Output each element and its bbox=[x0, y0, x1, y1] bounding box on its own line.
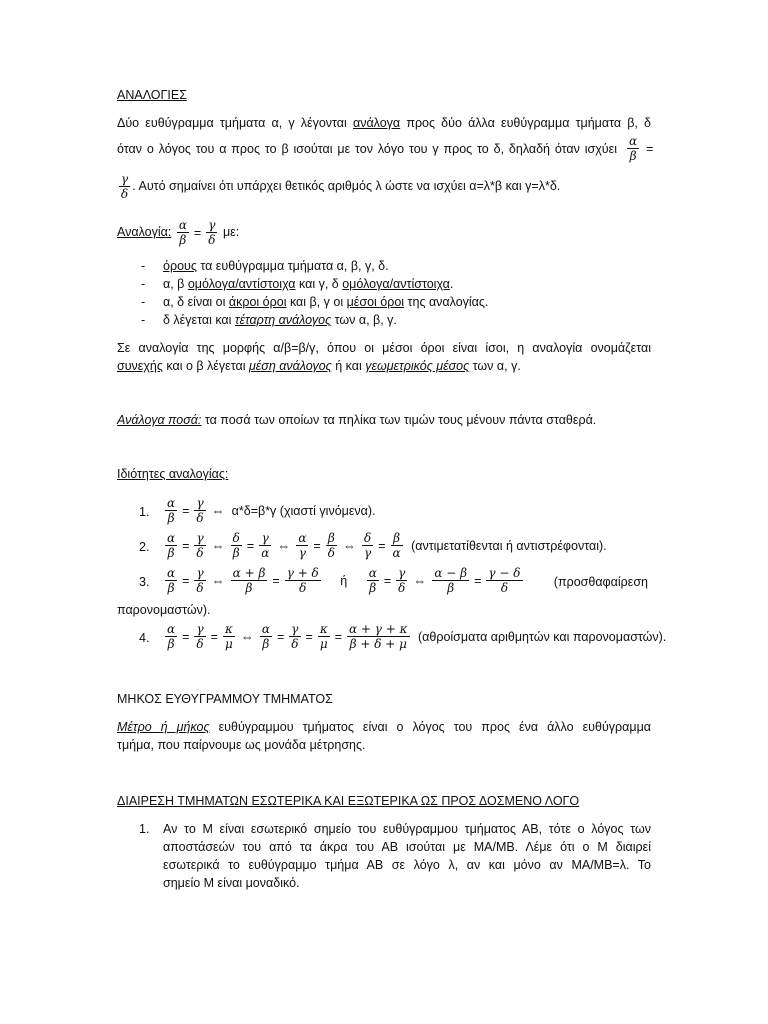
bullet-item: α, δ είναι οι άκροι όροι και β, γ οι μέσοι όροι της αναλογίας. bbox=[163, 295, 489, 309]
item-number: 2. bbox=[139, 540, 150, 554]
paragraph-line-3 bbox=[117, 172, 560, 201]
iff-arrow-icon: ⇔ bbox=[277, 538, 291, 553]
length-definition-line-1: Μέτρο ή μήκος ευθύγραμμου τμήματος είναι ο λόγος του προς ένα άλλο ευθύγραμμα bbox=[117, 720, 652, 734]
fraction-g-d: $\frac{\gamma}{\delta}$ bbox=[121, 172, 129, 201]
bullet-dash: - bbox=[141, 295, 146, 309]
text: όταν ο λόγος του α προς το β ισούται με τον λόγο του γ προς το δ, δηλαδή όταν ισχύει bbox=[117, 142, 617, 156]
iff-arrow-icon: ⇔ bbox=[240, 629, 254, 644]
division-line-2: αποστάσεών του από τα άκρα του ΑΒ ισούται με ΜΑ/ΜΒ. Λέμε ότι ο Μ διαιρεί bbox=[163, 840, 651, 854]
analogia-definition: Αναλογία: $\frac{\alpha}{\beta}$ = $\frac{\gamma}{\delta}$ με: bbox=[117, 218, 240, 247]
length-term: Μέτρο ή μήκος bbox=[117, 720, 210, 734]
analogia-label: Αναλογία: bbox=[117, 224, 172, 239]
proportional-quantities: Ανάλογα ποσά: τα ποσά των οποίων τα πηλίκα των τιμών τους μένουν πάντα σταθερά. bbox=[117, 413, 597, 427]
property-2: $\frac{\alpha}{\beta}$ = $\frac{\gamma}{\delta}$ ⇔ $\frac{\delta}{\beta}$ = $\frac{\gamma}{\alpha}$ ⇔ $\frac{\alpha}{\gamma}$ = $\frac{\beta}{\delta}$ ⇔ $\frac{\delta}{\gamma}$ = $\frac{\beta}{\alpha}$ (αντιμετατίθενται ή αντιστρέφονται). bbox=[167, 531, 607, 560]
heading-division: ΔΙΑΙΡΕΣΗ ΤΜΗΜΑΤΩΝ ΕΣΩΤΕΡΙΚΑ ΚΑΙ ΕΞΩΤΕΡΙΚΑ ΩΣ ΠΡΟΣ ΔΟΣΜΕΝΟ ΛΟΓΟ bbox=[117, 794, 580, 808]
text: με: bbox=[222, 224, 240, 239]
proportional-quantities-label: Ανάλογα ποσά: bbox=[117, 413, 202, 427]
fraction-a-b: $\frac{\alpha}{\beta}$ bbox=[629, 134, 638, 163]
heading-properties: Ιδιότητες αναλογίας: bbox=[117, 467, 229, 481]
item-number: 1. bbox=[139, 822, 150, 836]
heading-analogies: ΑΝΑΛΟΓΙΕΣ bbox=[117, 88, 187, 102]
text: . Αυτό σημαίνει ότι υπάρχει θετικός αριθμός λ ώστε να ισχύει α=λ*β και γ=λ*δ. bbox=[132, 178, 561, 193]
property-3: $\frac{\alpha}{\beta}$ = $\frac{\gamma}{\delta}$ ⇔ $\frac{\alpha + \beta}{\beta}$ = $\frac{\gamma + \delta}{\delta}$ ή $\frac{\alpha}{\beta}$ = $\frac{\gamma}{\delta}$ ⇔ $\frac{\alpha - \beta}{\beta}$ = $\frac{\gamma - \delta}{\delta}$ (προσθαφαίρεση bbox=[167, 566, 648, 595]
item-number: 4. bbox=[139, 631, 150, 645]
bullet-dash: - bbox=[141, 313, 146, 327]
iff-arrow-icon: ⇔ bbox=[342, 538, 356, 553]
iff-arrow-icon: ⇔ bbox=[211, 503, 225, 518]
bullet-item: α, β ομόλογα/αντίστοιχα και γ, δ ομόλογα/αντίστοιχα. bbox=[163, 277, 454, 291]
property-3-continued: παρονομαστών). bbox=[117, 603, 211, 617]
equals-sign: = bbox=[646, 142, 654, 156]
heading-segment-length: ΜΗΚΟΣ ΕΥΘΥΓΡΑΜΜΟΥ ΤΜΗΜΑΤΟΣ bbox=[117, 692, 333, 706]
iff-arrow-icon: ⇔ bbox=[211, 573, 225, 588]
division-line-3: εσωτερικά το ευθύγραμμο τμήμα ΑΒ σε λόγο λ, αν και μόνο αν ΜΑ/ΜΒ=λ. Το bbox=[163, 858, 651, 872]
iff-arrow-icon: ⇔ bbox=[211, 538, 225, 553]
item-number: 1. bbox=[139, 505, 150, 519]
term-analoga: ανάλογα bbox=[352, 116, 401, 130]
bullet-item: όρους τα ευθύγραμμα τμήματα α, β, γ, δ. bbox=[163, 259, 389, 273]
bullet-dash: - bbox=[141, 277, 146, 291]
text: Δύο ευθύγραμμα τμήματα α, γ λέγονται bbox=[117, 116, 353, 130]
division-line-4: σημείο Μ είναι μοναδικό. bbox=[163, 876, 300, 890]
property-4: $\frac{\alpha}{\beta}$ = $\frac{\gamma}{\delta}$ = $\frac{\kappa}{\mu}$ ⇔ $\frac{\alpha}{\beta}$ = $\frac{\gamma}{\delta}$ = $\frac{\kappa}{\mu}$ = $\frac{\alpha + \gamma + \kappa}{\beta + \delta + \mu}$ (αθροίσματα αριθμητών και παρονομαστών). bbox=[167, 622, 667, 651]
item-number: 3. bbox=[139, 575, 150, 589]
paragraph-line-1 bbox=[117, 116, 651, 130]
text: προς δύο άλλα ευθύγραμμα τμήματα β, δ bbox=[400, 116, 651, 130]
bullet-dash: - bbox=[141, 259, 146, 273]
division-line-1: Αν το Μ είναι εσωτερικό σημείο του ευθύγραμμου τμήματος ΑΒ, τότε ο λόγος των bbox=[163, 822, 651, 836]
continued-proportion-line-1: Σε αναλογία της μορφής α/β=β/γ, όπου οι μέσοι όροι είναι ίσοι, η αναλογία ονομάζεται bbox=[117, 341, 651, 355]
length-definition-line-2: τμήμα, που παίρνουμε ως μονάδα μέτρησης. bbox=[117, 738, 366, 752]
continued-proportion-line-2: συνεχής και ο β λέγεται μέση ανάλογος ή και γεωμετρικός μέσος των α, γ. bbox=[117, 359, 521, 373]
iff-arrow-icon: ⇔ bbox=[413, 573, 427, 588]
property-1: $\frac{\alpha}{\beta}$ = $\frac{\gamma}{\delta}$ ⇔ α*δ=β*γ (χιαστί γινόμενα). bbox=[167, 496, 376, 525]
bullet-item: δ λέγεται και τέταρτη ανάλογος των α, β, γ. bbox=[163, 313, 397, 327]
